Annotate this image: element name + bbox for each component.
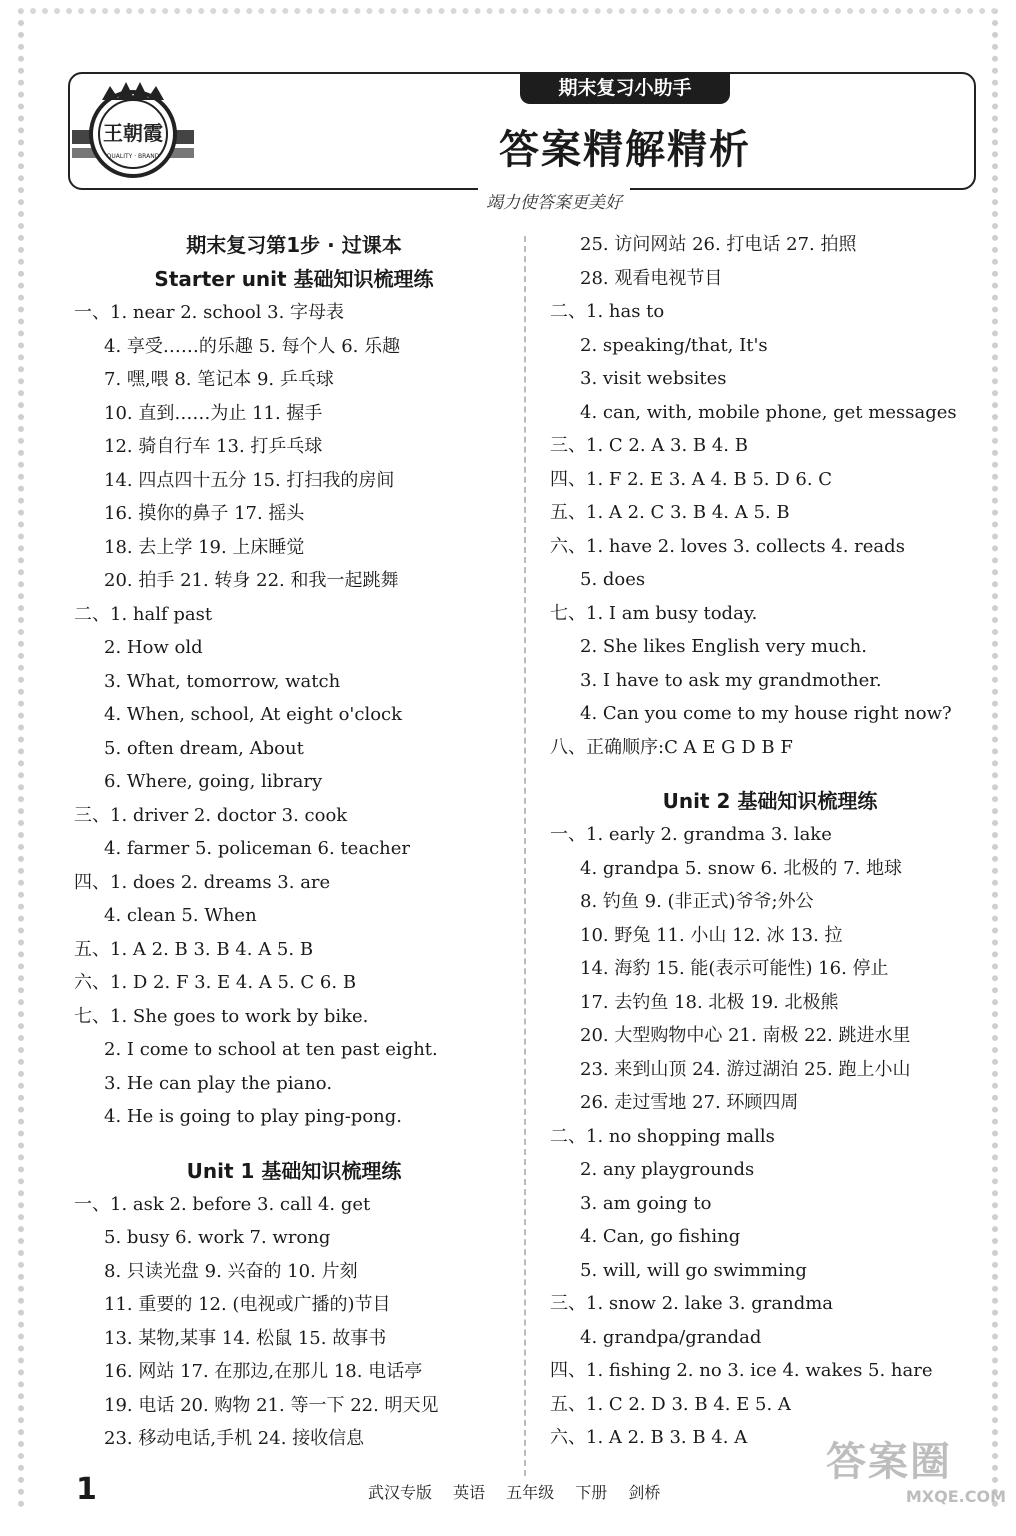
- answer-line: 3. I have to ask my grandmother.: [580, 669, 882, 691]
- answer-line: 8. 钓鱼 9. (非正式)爷爷;外公: [580, 891, 814, 912]
- answer-line: 2. How old: [104, 637, 203, 658]
- answer-line: 七、1. She goes to work by bike.: [74, 1005, 369, 1027]
- answer-line: 5. does: [580, 569, 646, 590]
- answer-line: 三、1. driver 2. doctor 3. cook: [74, 804, 348, 826]
- logo-text: 王朝霞: [103, 121, 163, 145]
- answer-line: 4. 享受……的乐趣 5. 每个人 6. 乐趣: [104, 335, 401, 357]
- answer-line: 二、1. no shopping malls: [550, 1125, 775, 1147]
- answer-line: 5. busy 6. work 7. wrong: [104, 1227, 331, 1248]
- header-badge: 期末复习小助手: [520, 72, 730, 104]
- answer-line: 17. 去钓鱼 18. 北极 19. 北极熊: [580, 991, 839, 1013]
- answer-line: 6. Where, going, library: [104, 771, 323, 792]
- answer-line: 四、1. does 2. dreams 3. are: [74, 871, 331, 893]
- answer-line: 4. farmer 5. policeman 6. teacher: [104, 838, 410, 859]
- section-heading: Unit 1 基础知识梳理练: [186, 1158, 402, 1183]
- answer-line: 二、1. half past: [74, 603, 213, 625]
- section-heading: Unit 2 基础知识梳理练: [662, 789, 878, 813]
- answer-line: 4. grandpa/grandad: [580, 1326, 762, 1348]
- answer-line: 七、1. I am busy today.: [550, 602, 758, 624]
- answer-line: 12. 骑自行车 13. 打乒乓球: [104, 436, 323, 457]
- answer-line: 六、1. D 2. F 3. E 4. A 5. C 6. B: [74, 972, 357, 993]
- header-slogan: 竭力使答案更美好: [478, 188, 630, 213]
- answer-line: 3. am going to: [580, 1192, 712, 1214]
- answer-line: 11. 重要的 12. (电视或广播的)节目: [104, 1294, 391, 1315]
- right-column: [550, 228, 990, 1455]
- answer-line: 16. 网站 17. 在那边,在那儿 18. 电话亭: [104, 1361, 423, 1382]
- answer-line: 五、1. A 2. B 3. B 4. A 5. B: [74, 938, 314, 960]
- answer-line: 4. grandpa 5. snow 6. 北极的 7. 地球: [580, 857, 903, 879]
- answer-line: 二、1. has to: [550, 301, 665, 322]
- answer-line: 3. visit websites: [580, 368, 727, 389]
- answer-line: 25. 访问网站 26. 打电话 27. 拍照: [580, 234, 857, 255]
- answer-line: 14. 海豹 15. 能(表示可能性) 16. 停止: [580, 958, 889, 979]
- answer-line: 10. 直到……为止 11. 握手: [104, 402, 323, 424]
- answer-line: 7. 嘿,喂 8. 笔记本 9. 乒乓球: [104, 369, 334, 390]
- answer-line: 3. He can play the piano.: [104, 1072, 333, 1094]
- answer-line: 5. will, will go swimming: [580, 1259, 807, 1281]
- answer-line: 一、1. near 2. school 3. 字母表: [74, 302, 345, 323]
- answer-line: 4. Can you come to my house right now?: [580, 703, 952, 724]
- answer-line: 26. 走过雪地 27. 环顾四周: [580, 1092, 799, 1113]
- page-title: 答案精解精析: [499, 127, 751, 173]
- answer-line: 一、1. early 2. grandma 3. lake: [550, 824, 832, 845]
- answer-line: 三、1. C 2. A 3. B 4. B: [550, 435, 748, 456]
- answer-line: 8. 只读光盘 9. 兴奋的 10. 片刻: [104, 1260, 358, 1282]
- footer-edition: 武汉专版 英语 五年级 下册 剑桥: [368, 1483, 661, 1502]
- answer-line: 20. 拍手 21. 转身 22. 和我一起跳舞: [104, 570, 399, 591]
- header-box: [68, 72, 976, 190]
- answer-line: 六、1. A 2. B 3. B 4. A: [550, 1427, 748, 1448]
- answer-line: 23. 移动电话,手机 24. 接收信息: [104, 1428, 365, 1449]
- answer-line: 23. 来到山顶 24. 游过湖泊 25. 跑上小山: [580, 1058, 911, 1080]
- logo-subtext: QUALITY · BRAND: [106, 153, 160, 160]
- answer-line: 5. often dream, About: [104, 737, 304, 759]
- answer-line: 4. clean 5. When: [104, 905, 257, 926]
- answer-line: 14. 四点四十五分 15. 打扫我的房间: [104, 469, 395, 491]
- answer-line: 三、1. snow 2. lake 3. grandma: [550, 1293, 834, 1314]
- answer-line: 3. What, tomorrow, watch: [104, 670, 341, 692]
- answer-line: 四、1. F 2. E 3. A 4. B 5. D 6. C: [550, 468, 833, 490]
- publisher-logo: [70, 78, 196, 182]
- answer-line: 八、正确顺序:C A E G D B F: [550, 736, 793, 758]
- answer-line: 六、1. have 2. loves 3. collects 4. reads: [550, 535, 905, 557]
- answer-line: 20. 大型购物中心 21. 南极 22. 跳进水里: [580, 1025, 911, 1046]
- answer-line: 2. any playgrounds: [580, 1159, 755, 1180]
- answer-line: 13. 某物,某事 14. 松鼠 15. 故事书: [104, 1327, 387, 1349]
- answer-line: 10. 野兔 11. 小山 12. 冰 13. 拉: [580, 924, 843, 946]
- left-column: [74, 228, 514, 1456]
- answer-line: 16. 摸你的鼻子 17. 摇头: [104, 503, 305, 524]
- answer-line: 2. I come to school at ten past eight.: [104, 1039, 438, 1060]
- watermark-text: 答案圈: [826, 1439, 952, 1485]
- answer-line: 五、1. C 2. D 3. B 4. E 5. A: [550, 1393, 791, 1415]
- answer-line: 2. speaking/that, It's: [580, 334, 768, 356]
- answer-line: 28. 观看电视节目: [580, 267, 723, 289]
- answer-line: 4. Can, go fishing: [580, 1226, 741, 1247]
- answer-line: 19. 电话 20. 购物 21. 等一下 22. 明天见: [104, 1394, 439, 1416]
- answer-line: 一、1. ask 2. before 3. call 4. get: [74, 1193, 371, 1215]
- answer-line: 4. When, school, At eight o'clock: [104, 704, 403, 725]
- page-number: 1: [76, 1472, 97, 1507]
- column-divider: [524, 236, 526, 1476]
- section-heading: Starter unit 基础知识梳理练: [154, 267, 434, 291]
- answer-line: 2. She likes English very much.: [580, 636, 867, 657]
- watermark-url: MXQE.COM: [905, 1487, 1006, 1506]
- answer-line: 五、1. A 2. C 3. B 4. A 5. B: [550, 502, 790, 523]
- answer-line: 4. can, with, mobile phone, get messages: [580, 401, 957, 423]
- section-heading: 期末复习第1步 · 过课本: [186, 233, 402, 257]
- answer-line: 4. He is going to play ping-pong.: [104, 1106, 403, 1127]
- answer-line: 四、1. fishing 2. no 3. ice 4. wakes 5. hare: [550, 1360, 933, 1381]
- answer-line: 18. 去上学 19. 上床睡觉: [104, 536, 305, 558]
